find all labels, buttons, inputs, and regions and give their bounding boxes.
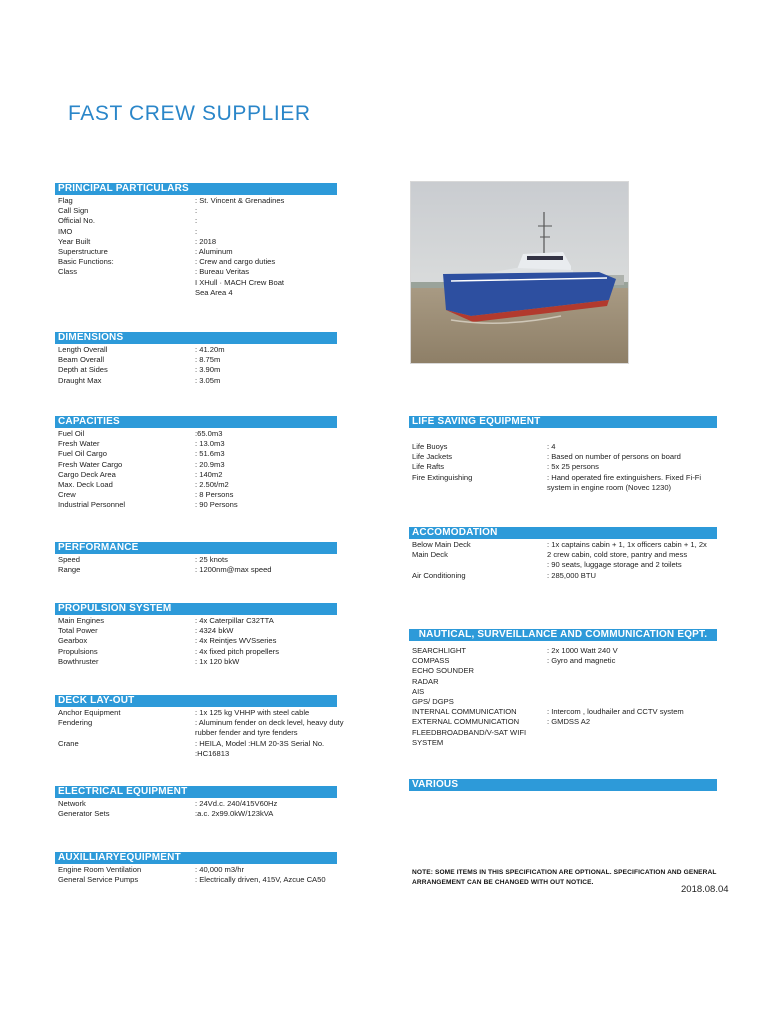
capacities-heading: CAPACITIES	[55, 416, 337, 428]
various-heading: VARIOUS	[409, 779, 717, 791]
spec-value: Sea Area 4	[195, 287, 233, 297]
spec-value: :	[195, 226, 198, 236]
principal-particulars-rows	[55, 196, 337, 298]
spec-row	[55, 739, 337, 749]
auxiliary-heading: AUXILLIARYEQUIPMENT	[55, 852, 337, 864]
spec-label: Call Sign	[58, 206, 89, 216]
spec-row	[55, 799, 337, 809]
propulsion-section	[55, 603, 337, 667]
spec-label: Year Built	[58, 236, 91, 246]
performance-rows	[55, 555, 337, 575]
spec-value: :	[195, 206, 198, 216]
spec-value: : 51.6m3	[195, 449, 225, 459]
spec-label: Life Rafts	[412, 462, 445, 472]
spec-label: Total Power	[58, 626, 98, 636]
spec-row	[55, 237, 337, 247]
deck-layout-heading: DECK LAY-OUT	[55, 695, 337, 707]
spec-value: : 24Vd.c. 240/415V60Hz	[195, 799, 278, 808]
principal-particulars-heading: PRINCIPAL PARTICULARS	[55, 183, 337, 195]
spec-label: SYSTEM	[412, 737, 444, 747]
spec-value: : 2x 1000 Watt 240 V	[547, 646, 618, 655]
spec-value: : 5x 25 persons	[547, 462, 599, 472]
spec-value: : Aluminum	[195, 247, 233, 257]
spec-label: Flag	[58, 196, 73, 205]
spec-label: Beam Overall	[58, 355, 105, 365]
spec-row	[409, 656, 717, 666]
spec-row	[55, 449, 337, 459]
spec-label: Life Jackets	[412, 452, 453, 462]
spec-label: AIS	[412, 686, 425, 696]
spec-value: system in engine room (Novec 1230)	[547, 482, 672, 492]
nautical-heading: NAUTICAL, SURVEILLANCE AND COMMUNICATION EQPT.	[409, 629, 717, 641]
spec-row	[409, 697, 717, 707]
spec-label: Air Conditioning	[412, 570, 466, 580]
spec-label: Bowthruster	[58, 656, 99, 666]
spec-value: : 90 seats, luggage storage and 2 toilets	[547, 560, 682, 570]
spec-row	[409, 452, 717, 462]
spec-value: 2 crew cabin, cold store, pantry and mess	[547, 550, 688, 560]
spec-row	[409, 646, 717, 656]
spec-label: Superstructure	[58, 247, 108, 257]
spec-row	[55, 376, 337, 386]
spec-row	[55, 875, 337, 885]
spec-row	[55, 865, 337, 875]
spec-row	[55, 278, 337, 288]
spec-value: : 3.90m	[195, 365, 221, 375]
spec-label: Propulsions	[58, 646, 98, 656]
spec-label: Crew	[58, 490, 76, 500]
spec-row	[55, 616, 337, 626]
spec-row	[409, 540, 717, 550]
vessel-photo	[410, 181, 629, 364]
spec-value: : Aluminum fender on deck level, heavy duty	[195, 718, 344, 728]
spec-value: : 1200nm@max speed	[195, 565, 272, 575]
spec-row	[55, 500, 337, 510]
dimensions-rows	[55, 345, 337, 386]
spec-value: : Bureau Veritas	[195, 267, 250, 277]
spec-label: FLEEDBROADBAND/V-SAT WIFI	[412, 727, 527, 737]
performance-section	[55, 542, 337, 575]
spec-row	[55, 749, 337, 759]
spec-value: : Gyro and magnetic	[547, 656, 616, 666]
spec-label: Fresh Water Cargo	[58, 459, 123, 469]
spec-label: Length Overall	[58, 345, 108, 354]
spec-row	[55, 636, 337, 646]
spec-row	[55, 439, 337, 449]
spec-value: I XHull · MACH Crew Boat	[195, 277, 285, 287]
life-saving-section	[409, 416, 717, 493]
spec-value: : 4x Reintjes WVSseries	[195, 636, 277, 646]
spec-label: Generator Sets	[58, 809, 110, 819]
spec-row	[55, 480, 337, 490]
spec-label: Fire Extinguishing	[412, 472, 473, 482]
spec-value: : 40,000 m3/hr	[195, 865, 244, 874]
auxiliary-section	[55, 852, 337, 885]
spec-label: Class	[58, 267, 77, 277]
spec-value: : 4	[547, 442, 556, 451]
spec-value: : 90 Persons	[195, 500, 238, 510]
life-saving-rows	[409, 442, 717, 493]
spec-value: : St. Vincent & Grenadines	[195, 196, 285, 205]
spec-row	[55, 288, 337, 298]
spec-row	[55, 429, 337, 439]
spec-row	[55, 565, 337, 575]
spec-row	[55, 227, 337, 237]
spec-label: Industrial Personnel	[58, 500, 126, 510]
spec-label: GPS/ DGPS	[412, 696, 454, 706]
spec-label: Engine Room Ventilation	[58, 865, 142, 874]
spec-value: : 1x 125 kg VHHP with steel cable	[195, 708, 310, 717]
spec-row	[55, 490, 337, 500]
spec-label: Range	[58, 565, 81, 575]
spec-value: rubber fender and tyre fenders	[195, 728, 298, 738]
spec-row	[409, 728, 717, 738]
spec-value: : 4x fixed pitch propellers	[195, 646, 279, 656]
spec-label: Gearbox	[58, 636, 88, 646]
spec-value: : GMDSS A2	[547, 717, 591, 727]
deck-layout-section	[55, 695, 344, 759]
spec-row	[409, 560, 717, 570]
spec-label: Fresh Water	[58, 439, 100, 449]
spec-label: Network	[58, 799, 86, 808]
spec-label: Life Buoys	[412, 442, 448, 451]
principal-particulars-section	[55, 183, 337, 298]
spec-label: INTERNAL COMMUNICATION	[412, 707, 517, 717]
vessel-photo-image	[411, 182, 628, 363]
spec-label: Speed	[58, 555, 80, 564]
spec-row	[409, 738, 717, 748]
spec-row	[55, 626, 337, 636]
spec-row	[55, 460, 337, 470]
spec-value: :a.c. 2x99.0kW/123kVA	[195, 809, 274, 819]
spec-label: Basic Functions:	[58, 257, 114, 267]
deck-layout-rows	[55, 708, 344, 759]
spec-row	[409, 677, 717, 687]
spec-label: IMO	[58, 226, 73, 236]
accommodation-rows	[409, 540, 717, 581]
spec-row	[55, 809, 337, 819]
spec-label: Cargo Deck Area	[58, 469, 116, 479]
spec-row	[409, 473, 717, 483]
spec-row	[55, 355, 337, 365]
spec-row	[55, 216, 337, 226]
spec-row	[55, 718, 344, 728]
spec-row	[409, 550, 717, 560]
spec-value: : 13.0m3	[195, 439, 225, 449]
spec-row	[409, 462, 717, 472]
spec-row	[55, 365, 337, 375]
spec-label: Fuel Oil	[58, 429, 85, 438]
spec-value: :HC16813	[195, 748, 230, 758]
spec-row	[55, 247, 337, 257]
spec-row	[55, 647, 337, 657]
spec-row	[409, 717, 717, 727]
spec-value: : 4x Caterpillar C32TTA	[195, 616, 274, 625]
spec-label: EXTERNAL COMMUNICATION	[412, 717, 520, 727]
spec-label: Fuel Oil Cargo	[58, 449, 107, 459]
spec-value: : 285,000 BTU	[547, 570, 596, 580]
spec-label: General Service Pumps	[58, 875, 139, 885]
dimensions-heading: DIMENSIONS	[55, 332, 337, 344]
performance-heading: PERFORMANCE	[55, 542, 337, 554]
spec-row	[55, 555, 337, 565]
spec-row	[55, 708, 337, 718]
spec-value: : 3.05m	[195, 375, 221, 385]
spec-value: : 2.50t/m2	[195, 480, 229, 490]
nautical-section	[409, 629, 717, 748]
spec-label: Below Main Deck	[412, 540, 471, 549]
nautical-rows	[409, 646, 717, 748]
spec-row	[409, 571, 717, 581]
spec-label: Max. Deck Load	[58, 480, 113, 490]
spec-label: SEARCHLIGHT	[412, 646, 467, 655]
spec-value: : Crew and cargo duties	[195, 257, 276, 267]
electrical-rows	[55, 799, 337, 819]
spec-value: : Based on number of persons on board	[547, 452, 681, 462]
spec-value: : 41.20m	[195, 345, 225, 354]
spec-value: : 1x captains cabin + 1, 1x officers cabin + 1, 2x	[547, 540, 707, 549]
propulsion-rows	[55, 616, 337, 667]
spec-row	[55, 196, 337, 206]
spec-value: : 20.9m3	[195, 459, 225, 469]
spec-label: Official No.	[58, 216, 95, 226]
capacities-section	[55, 416, 337, 511]
spec-label: Main Engines	[58, 616, 105, 625]
electrical-section	[55, 786, 337, 819]
spec-value: : Intercom , loudhailer and CCTV system	[547, 707, 684, 717]
capacities-rows	[55, 429, 337, 511]
spec-row	[55, 206, 337, 216]
page-title: FAST CREW SUPPLIER	[68, 102, 311, 125]
spec-row	[55, 257, 337, 267]
spec-row	[55, 470, 337, 480]
spec-label: Anchor Equipment	[58, 708, 121, 717]
spec-row	[409, 442, 717, 452]
spec-value: : HEILA, Model :HLM 20-3S Serial No.	[195, 738, 325, 748]
spec-value: : 2018	[195, 236, 217, 246]
spec-label: RADAR	[412, 676, 439, 686]
auxiliary-rows	[55, 865, 337, 885]
propulsion-heading: PROPULSION SYSTEM	[55, 603, 337, 615]
spec-label: Draught Max	[58, 375, 102, 385]
various-section	[409, 779, 717, 791]
spec-row	[55, 728, 337, 738]
specification-note: NOTE: SOME ITEMS IN THIS SPECIFICATION ARE OPTIONAL. SPECIFICATION AND GENERAL ARRANGEMENT CAN BE CHANGED WITH OUT NOTICE.	[412, 869, 717, 886]
spec-value: : 1x 120 bkW	[195, 656, 240, 666]
spec-label: ECHO SOUNDER	[412, 666, 475, 676]
spec-value: : 8.75m	[195, 355, 221, 365]
spec-row	[55, 267, 337, 277]
spec-row	[409, 483, 717, 493]
spec-label: Fendering	[58, 718, 93, 728]
spec-label: Crane	[58, 738, 79, 748]
spec-label: Depth at Sides	[58, 365, 108, 375]
spec-label: Main Deck	[412, 550, 448, 560]
spec-value: :	[195, 216, 198, 226]
accommodation-section	[409, 527, 717, 581]
spec-value: : 4324 bkW	[195, 626, 234, 636]
dimensions-section	[55, 332, 337, 386]
spec-value: : 8 Persons	[195, 490, 234, 500]
spec-row	[55, 657, 337, 667]
spec-value: : 25 knots	[195, 555, 228, 564]
spec-row	[55, 345, 337, 355]
accommodation-heading: ACCOMODATION	[409, 527, 717, 539]
electrical-heading: ELECTRICAL EQUIPMENT	[55, 786, 337, 798]
spec-row	[409, 687, 717, 697]
spec-label: COMPASS	[412, 656, 450, 666]
document-date: 2018.08.04	[681, 884, 729, 895]
spec-row	[409, 707, 717, 717]
spec-value: :65.0m3	[195, 429, 223, 438]
spec-value: : 140m2	[195, 469, 223, 479]
spec-row	[409, 666, 717, 676]
life-saving-heading: LIFE SAVING EQUIPMENT	[409, 416, 717, 428]
spec-value: : Electrically driven, 415V, Azcue CA50	[195, 875, 326, 885]
spec-value: : Hand operated fire extinguishers. Fixed Fi-Fi	[547, 472, 702, 482]
